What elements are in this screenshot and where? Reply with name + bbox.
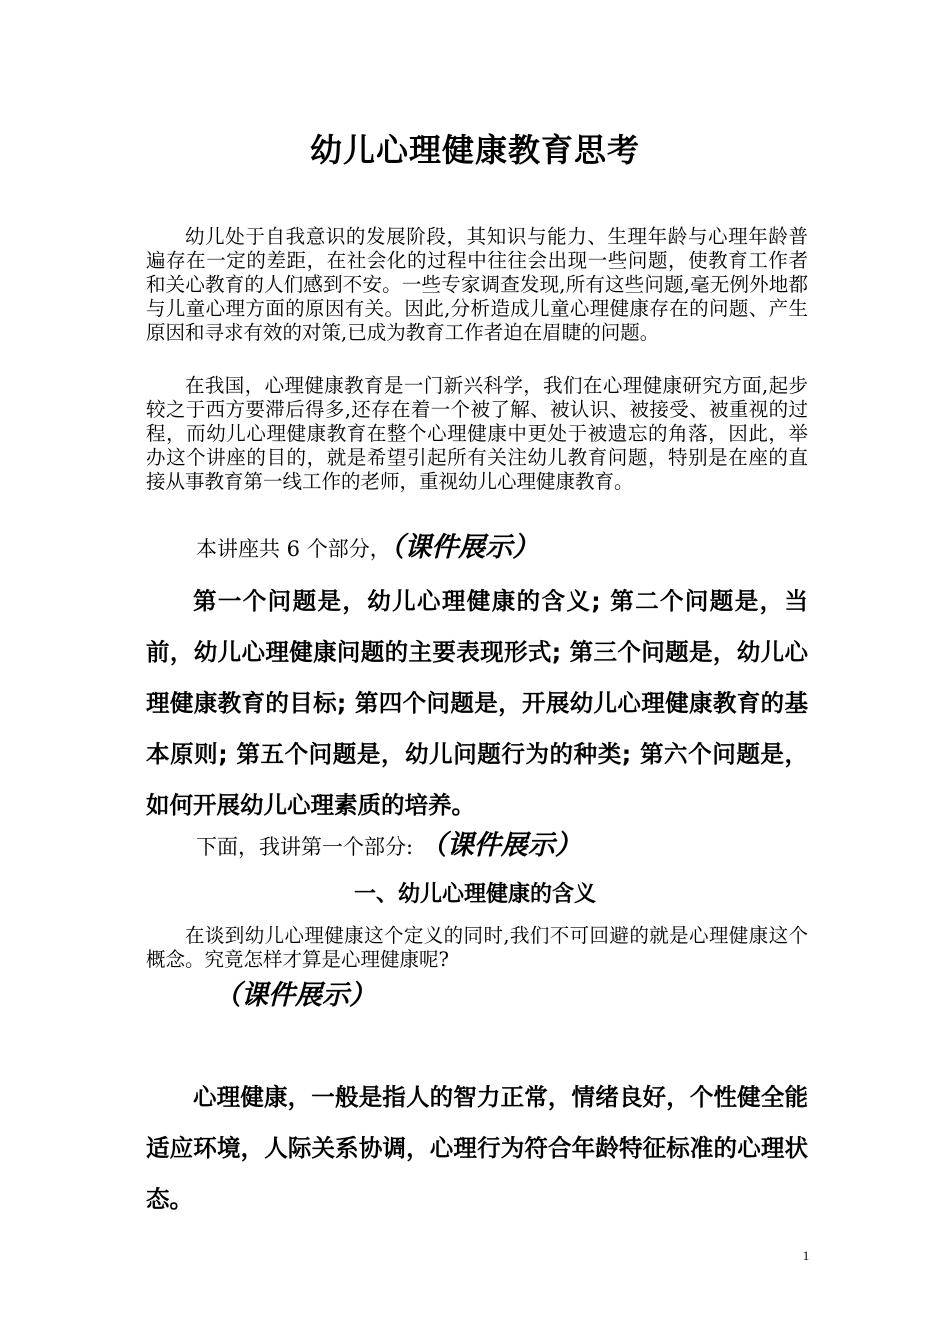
lecture-intro-line <box>196 530 539 567</box>
concept-paragraph: 在谈到幼儿心理健康这个定义的同时,我们不可回避的就是心理健康这个概念。究竟怎样才算是心理健康呢? <box>146 924 808 971</box>
document-title: 幼儿心理健康教育思考 <box>309 131 640 169</box>
intro-paragraph: 幼儿处于自我意识的发展阶段，其知识与能力、生理年龄与心理年龄普遍存在一定的差距，在社会化的过程中往往会出现一些问题，使教育工作者和关心教育的人们感到不安。一些专家调查发现,所有这些问题,毫无例外地都与儿童心理方面的原因有关。因此,分析造成儿童心理健康存在的问题、产生原因和寻求有效的对策,已成为教育工作者迫在眉睫的问题。 <box>146 225 808 344</box>
background-paragraph: 在我国，心理健康教育是一门新兴科学，我们在心理健康研究方面,起步较之于西方要滞后得多,还存在着一个被了解、被认识、被接受、被重视的过程，而幼儿心理健康教育在整个心理健康中更处于被遗忘的角落，因此，举办这个讲座的目的，就是希望引起所有关注幼儿教育问题，特别是在座的直接从事教育第一线工作的老师，重视幼儿心理健康教育。 <box>146 374 808 493</box>
lecture-intro-text: 本讲座共 6 个部分， <box>196 537 391 561</box>
next-part-line <box>196 826 582 867</box>
courseware-show-label: （课件展示） <box>390 532 540 563</box>
next-part-text: 下面，我讲第一个部分: <box>196 835 420 859</box>
page-number: 1 <box>802 1248 810 1263</box>
courseware-show-label: （课件展示） <box>214 980 376 1011</box>
lecture-outline: 第一个问题是，幼儿心理健康的含义; 第二个问题是，当前，幼儿心理健康问题的主要表现形式; 第三个问题是，幼儿心理健康教育的目标; 第四个问题是，开展幼儿心理健康教育的基本原则; 第五个问题是，幼儿问题行为的种类; 第六个问题是，如何开展幼儿心理素质的培养。 <box>146 587 808 819</box>
section-heading: 一、幼儿心理健康的含义 <box>353 882 596 907</box>
courseware-show-label: （课件展示） <box>419 830 582 861</box>
definition-paragraph: 心理健康，一般是指人的智力正常，情绪良好，个性健全能适应环境，人际关系协调，心理行为符合年龄特征标准的心理状态。 <box>146 1083 808 1213</box>
